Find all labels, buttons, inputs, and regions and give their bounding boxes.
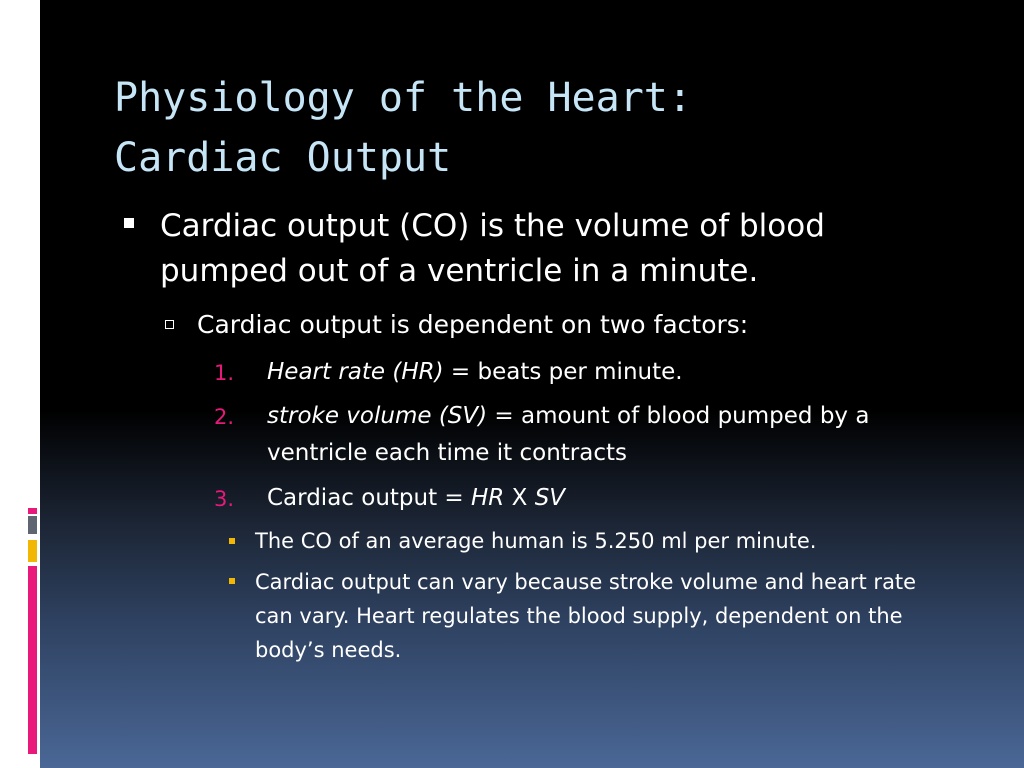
decor-stripe-pink-small [28,508,37,514]
decor-stripe-gray [28,516,37,534]
term-stroke-volume: stroke volume (SV) [267,403,488,429]
decor-stripe-pink-long [28,566,37,754]
slide-title-line2: Cardiac Output [114,135,452,181]
small-square-bullet-icon [229,538,235,544]
small-square-bullet-icon [229,578,235,584]
formula-sv: SV [534,485,566,511]
term-heart-rate: Heart rate (HR) [267,359,444,385]
decor-stripe-gold [28,540,37,562]
slide-title-line1: Physiology of the Heart: [114,75,692,121]
detail-co-variation: Cardiac output can vary because stroke volume and heart rate can vary. Heart regulates the blood supply, dependent on the body’s needs. [255,570,917,662]
list-item-stroke-volume [267,398,967,472]
square-bullet-icon [124,218,134,228]
list-item-heart-rate [267,354,967,391]
bullet-cardiac-output-definition: Cardiac output (CO) is the volume of blood pumped out of a ventricle in a minute. [160,208,825,289]
list-number-2: 2. [214,405,235,429]
slide-title [114,68,692,188]
hollow-square-bullet-icon [165,320,174,329]
formula-prefix: Cardiac output = [267,485,472,511]
list-item-cardiac-output-formula [267,480,967,517]
formula-times: X [504,485,535,511]
detail-average-co: The CO of an average human is 5.250 ml per minute. [255,529,817,553]
sub-bullet-two-factors: Cardiac output is dependent on two factors: [197,310,749,339]
heart-rate-definition: = beats per minute. [443,359,683,385]
formula-hr: HR [471,485,505,511]
list-number-1: 1. [214,361,235,385]
stroke-volume-definition: = amount of blood pumped by a ventricle each time it contracts [267,403,870,466]
list-number-3: 3. [214,487,235,511]
